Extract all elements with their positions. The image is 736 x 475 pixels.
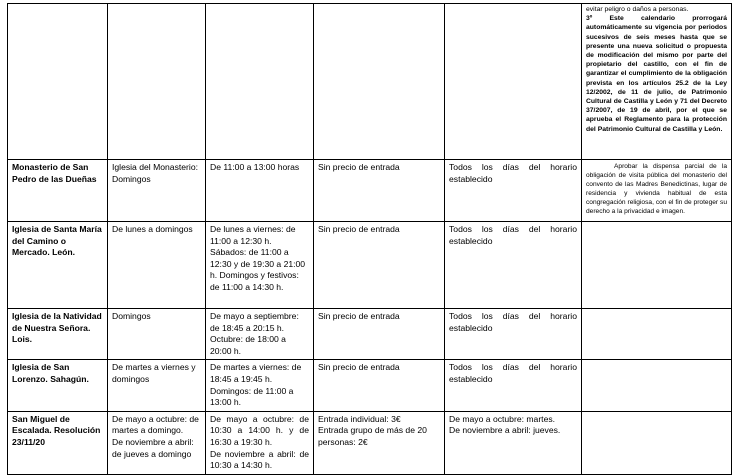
visit-days: De lunes a domingos	[108, 222, 206, 309]
visit-days-summer: De mayo a octubre: de martes a domingo.	[112, 413, 199, 436]
table-row	[8, 160, 732, 222]
table-cell	[314, 4, 445, 160]
table-cell	[108, 4, 206, 160]
visit-hours-winter: De noviembre a abril: de 10:30 a 14:30 h.	[210, 448, 309, 471]
table-row	[8, 360, 732, 411]
observations	[582, 411, 732, 474]
visit-hours-summer: De mayo a octubre: de 10:30 a 14:00 h. y de 16:30 a 19:30 h.	[210, 413, 309, 447]
free-entry: Todos los días del horario establecido	[445, 309, 582, 360]
monument-name: Iglesia de la Natividad de Nuestra Señora. Lois.	[8, 309, 108, 360]
free-entry	[445, 411, 582, 474]
continuation-notes-cell	[582, 4, 732, 160]
observations	[582, 160, 732, 222]
monument-name: Iglesia de San Lorenzo. Sahagún.	[8, 360, 108, 411]
visit-days	[108, 411, 206, 474]
free-entry-summer: De mayo a octubre: martes.	[449, 413, 556, 424]
entry-price: Sin precio de entrada	[314, 222, 445, 309]
price-individual: Entrada individual: 3€	[318, 413, 401, 424]
visit-hours: De lunes a viernes: de 11:00 a 12:30 h. Sábados: de 11:00 a 12:30 y de 19:30 a 21:00 h. Domingos y festivos: de 11:00 a 14:30 h.	[206, 222, 314, 309]
visit-days-winter: De noviembre a abril: de jueves a domingo	[112, 436, 194, 459]
price-group: Entrada grupo de más de 20 personas: 2€	[318, 425, 427, 447]
monument-name: Iglesia de Santa María del Camino o Mercado. León.	[8, 222, 108, 309]
continuation-paragraph: Este calendario prorrogará automáticamente su vigencia por periodos sucesivos de seis meses hasta que se presente una nueva solicitud o propuesta de modificación del mismo por parte del propietario del castillo, con el fin de garantizar el cumplimiento de la obligación prevista en los artículos 25.2 de la Ley 12/2002, de 11 de julio, de Patrimonio Cultural de Castilla y León y 71 del Decreto 37/2007, de 19 de abril, por el que se aprueba el Reglamento para la protección del Patrimonio Cultural de Castilla y León.	[586, 15, 727, 133]
free-entry: Todos los días del horario establecido	[445, 222, 582, 309]
table-row	[8, 411, 732, 474]
table-row	[8, 222, 732, 309]
entry-price: Sin precio de entrada	[314, 309, 445, 360]
table-row	[8, 309, 732, 360]
monument-schedule-table	[7, 3, 732, 475]
visit-hours: De martes a viernes: de 18:45 a 19:45 h. Domingos: de 11:00 a 13:00 h.	[206, 360, 314, 411]
visit-days: Domingos	[108, 309, 206, 360]
continuation-line: evitar peligro o daños a personas.	[586, 6, 689, 13]
observations	[582, 360, 732, 411]
entry-price	[314, 411, 445, 474]
entry-price: Sin precio de entrada	[314, 360, 445, 411]
visit-hours	[206, 411, 314, 474]
free-entry-winter: De noviembre a abril: jueves.	[449, 425, 561, 436]
paragraph-number: 3º	[586, 15, 593, 23]
visit-hours: De 11:00 a 13:00 horas	[206, 160, 314, 222]
entry-price: Sin precio de entrada	[314, 160, 445, 222]
table-cell	[445, 4, 582, 160]
observations	[582, 309, 732, 360]
visit-days: Iglesia del Monasterio: Domingos	[108, 160, 206, 222]
free-entry: Todos los días del horario establecido	[445, 160, 582, 222]
free-entry: Todos los días del horario establecido	[445, 360, 582, 411]
monument-name: Monasterio de San Pedro de las Dueñas	[8, 160, 108, 222]
table-row	[8, 4, 732, 160]
observations	[582, 222, 732, 309]
table-cell	[8, 4, 108, 160]
visit-hours: De mayo a septiembre: de 18:45 a 20:15 h. Octubre: de 18:00 a 20:00 h.	[206, 309, 314, 360]
table-cell	[206, 4, 314, 160]
observations-text: Aprobar la dispensa parcial de la obligación de visita pública del monasterio del convento de las Madres Benedictinas, lugar de residencia y vivienda habitual de esta congregación religiosa, con el fin de proteger su derecho a la privacidad e imagen.	[586, 163, 727, 216]
monument-name: San Miguel de Escalada. Resolución 23/11/20	[8, 411, 108, 474]
visit-days: De martes a viernes y domingos	[108, 360, 206, 411]
